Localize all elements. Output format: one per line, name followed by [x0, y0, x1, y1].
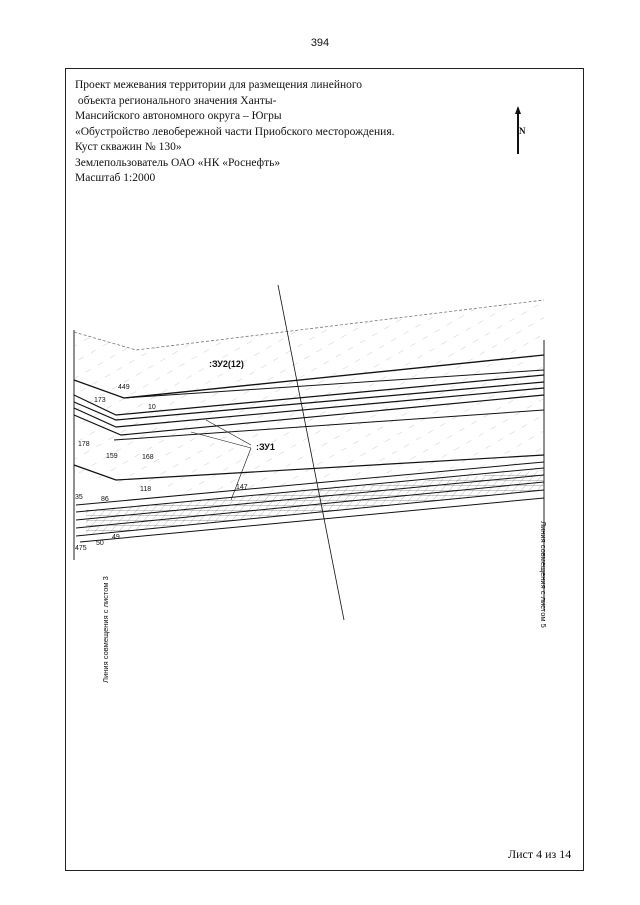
- point-label: 475: [75, 545, 87, 552]
- point-label: 173: [94, 397, 106, 404]
- landowner-line: Землепользователь ОАО «НК «Роснефть»: [75, 156, 281, 169]
- title-block: [75, 78, 415, 187]
- point-label: 178: [78, 441, 90, 448]
- point-label: 147: [236, 484, 248, 491]
- point-label: 159: [106, 453, 118, 460]
- point-label: 35: [75, 494, 83, 501]
- title-line-4: «Обустройство левобережной части Приобского месторождения.: [75, 125, 395, 138]
- point-label: 168: [142, 454, 154, 461]
- page-number: 394: [310, 37, 330, 49]
- north-arrow-icon: [510, 106, 526, 156]
- match-line-right-label: Линия совмещения с листом 5: [538, 521, 548, 628]
- point-label: 118: [140, 486, 152, 493]
- title-line-3: Мансийского автономного округа – Югры: [75, 110, 282, 122]
- zone-label-zu2: :ЗУ2(12): [209, 359, 244, 369]
- match-line-left-label: Линия совмещения с листом 3: [100, 576, 110, 683]
- title-line-5: Куст скважин № 130»: [75, 141, 182, 153]
- zone-label-zu1: :ЗУ1: [256, 442, 275, 452]
- point-label: 49: [112, 534, 120, 541]
- cadastral-plan: [66, 270, 584, 630]
- point-label: 50: [96, 540, 104, 547]
- title-line-1: Проект межевания территории для размещения линейного: [75, 79, 363, 91]
- point-label: 86: [101, 496, 109, 503]
- scale-line: Масштаб 1:2000: [75, 172, 156, 184]
- point-label: 10: [148, 404, 156, 411]
- title-line-2: объекта регионального значения Ханты-: [75, 94, 277, 107]
- point-label: 449: [118, 384, 130, 391]
- sheet-counter: Лист 4 из 14: [508, 847, 572, 861]
- north-label: N: [519, 126, 526, 136]
